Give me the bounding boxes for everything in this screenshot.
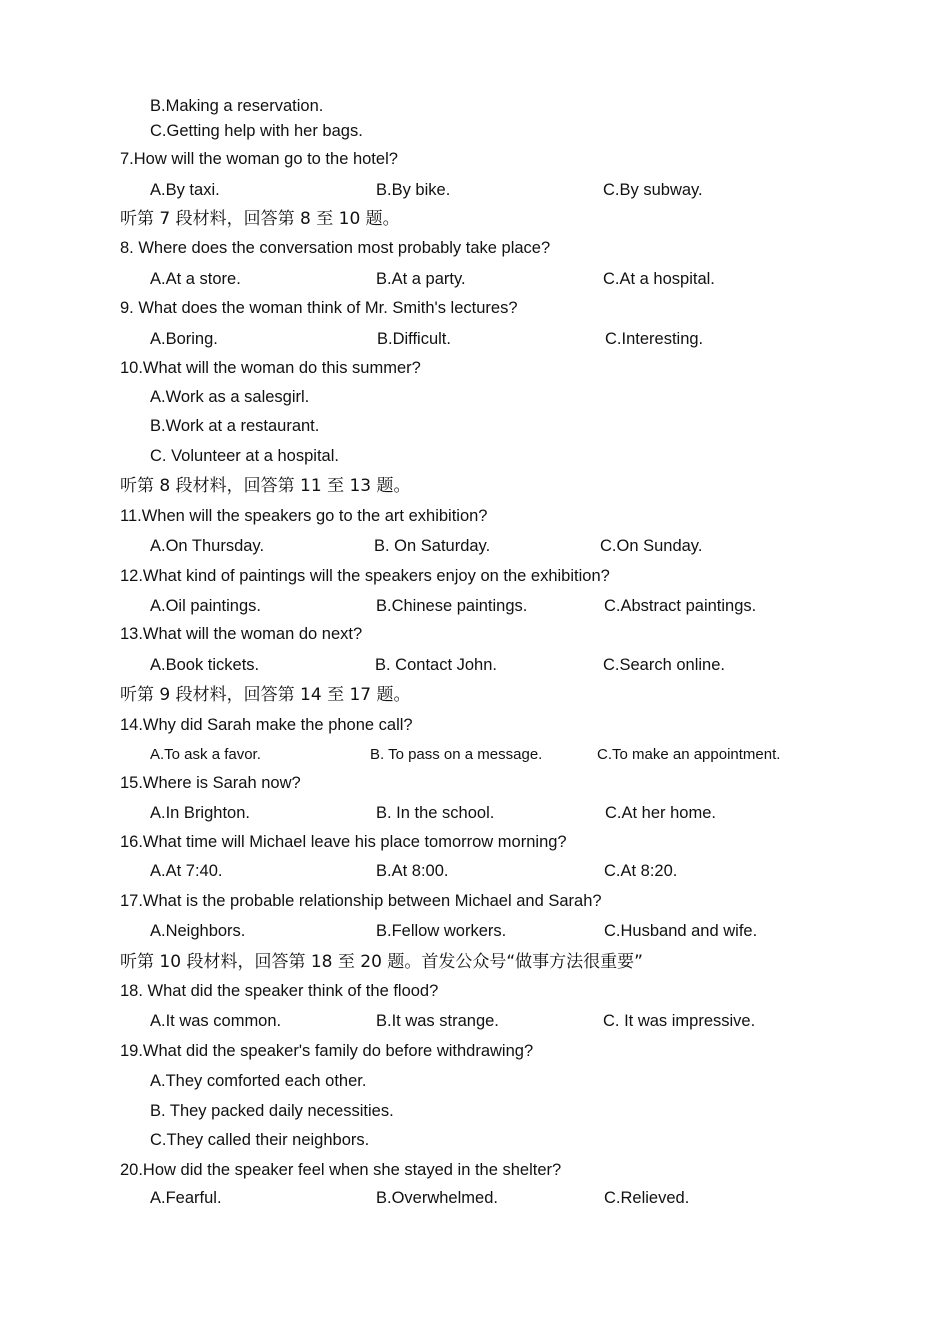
section-10-heading: 听第 10 段材料，回答第 18 至 20 题。首发公众号“做事方法很重要” — [120, 952, 643, 972]
q11-option-c: C.On Sunday. — [600, 537, 703, 555]
q12-option-a: A.Oil paintings. — [150, 597, 261, 615]
q20-option-c: C.Relieved. — [604, 1189, 690, 1207]
section-8-heading: 听第 8 段材料，回答第 11 至 13 题。 — [120, 476, 411, 496]
q8-text: 8. Where does the conversation most probably take place? — [120, 239, 551, 257]
q19-option-a: A.They comforted each other. — [150, 1072, 367, 1090]
q14-option-b: B. To pass on a message. — [370, 746, 543, 763]
q8-option-c: C.At a hospital. — [603, 270, 715, 288]
q10-option-b: B.Work at a restaurant. — [150, 417, 320, 435]
q18-text: 18. What did the speaker think of the flood? — [120, 982, 439, 1000]
q7-text: 7.How will the woman go to the hotel? — [120, 150, 398, 168]
q14-option-c: C.To make an appointment. — [597, 746, 781, 763]
q9-option-a: A.Boring. — [150, 330, 218, 348]
q15-option-b: B. In the school. — [376, 804, 495, 822]
section-7-heading: 听第 7 段材料，回答第 8 至 10 题。 — [120, 209, 400, 229]
q11-option-a: A.On Thursday. — [150, 537, 265, 555]
q15-option-a: A.In Brighton. — [150, 804, 250, 822]
q7-option-b: B.By bike. — [376, 181, 451, 199]
q11-text: 11.When will the speakers go to the art exhibition? — [120, 507, 488, 525]
q13-option-c: C.Search online. — [603, 656, 725, 674]
q17-text: 17.What is the probable relationship between Michael and Sarah? — [120, 892, 602, 910]
q13-text: 13.What will the woman do next? — [120, 625, 363, 643]
q7-option-a: A.By taxi. — [150, 181, 220, 199]
q19-text: 19.What did the speaker's family do before withdrawing? — [120, 1042, 534, 1060]
q17-option-a: A.Neighbors. — [150, 922, 246, 940]
q13-option-b: B. Contact John. — [375, 656, 497, 674]
q16-text: 16.What time will Michael leave his place tomorrow morning? — [120, 833, 567, 851]
q20-option-b: B.Overwhelmed. — [376, 1189, 498, 1207]
q11-option-b: B. On Saturday. — [374, 537, 491, 555]
q19-option-b: B. They packed daily necessities. — [150, 1102, 394, 1120]
q13-option-a: A.Book tickets. — [150, 656, 260, 674]
q6-option-b: B.Making a reservation. — [150, 97, 324, 115]
q7-option-c: C.By subway. — [603, 181, 703, 199]
q8-option-b: B.At a party. — [376, 270, 466, 288]
q16-option-c: C.At 8:20. — [604, 862, 678, 880]
q9-option-c: C.Interesting. — [605, 330, 704, 348]
section-9-heading: 听第 9 段材料，回答第 14 至 17 题。 — [120, 685, 411, 705]
q9-text: 9. What does the woman think of Mr. Smith's lectures? — [120, 299, 518, 317]
q10-text: 10.What will the woman do this summer? — [120, 359, 421, 377]
q20-option-a: A.Fearful. — [150, 1189, 222, 1207]
q17-option-c: C.Husband and wife. — [604, 922, 758, 940]
q18-option-c: C. It was impressive. — [603, 1012, 756, 1030]
q8-option-a: A.At a store. — [150, 270, 241, 288]
q6-option-c: C.Getting help with her bags. — [150, 122, 363, 140]
q9-option-b: B.Difficult. — [377, 330, 451, 348]
q12-text: 12.What kind of paintings will the speakers enjoy on the exhibition? — [120, 567, 610, 585]
q14-option-a: A.To ask a favor. — [150, 746, 261, 763]
q15-option-c: C.At her home. — [605, 804, 716, 822]
q14-text: 14.Why did Sarah make the phone call? — [120, 716, 413, 734]
q15-text: 15.Where is Sarah now? — [120, 774, 301, 792]
q16-option-a: A.At 7:40. — [150, 862, 223, 880]
q10-option-c: C. Volunteer at a hospital. — [150, 447, 339, 465]
q16-option-b: B.At 8:00. — [376, 862, 449, 880]
q20-text: 20.How did the speaker feel when she stayed in the shelter? — [120, 1161, 562, 1179]
q10-option-a: A.Work as a salesgirl. — [150, 388, 310, 406]
q18-option-b: B.It was strange. — [376, 1012, 499, 1030]
q12-option-c: C.Abstract paintings. — [604, 597, 757, 615]
q17-option-b: B.Fellow workers. — [376, 922, 507, 940]
q12-option-b: B.Chinese paintings. — [376, 597, 528, 615]
q18-option-a: A.It was common. — [150, 1012, 282, 1030]
q19-option-c: C.They called their neighbors. — [150, 1131, 370, 1149]
